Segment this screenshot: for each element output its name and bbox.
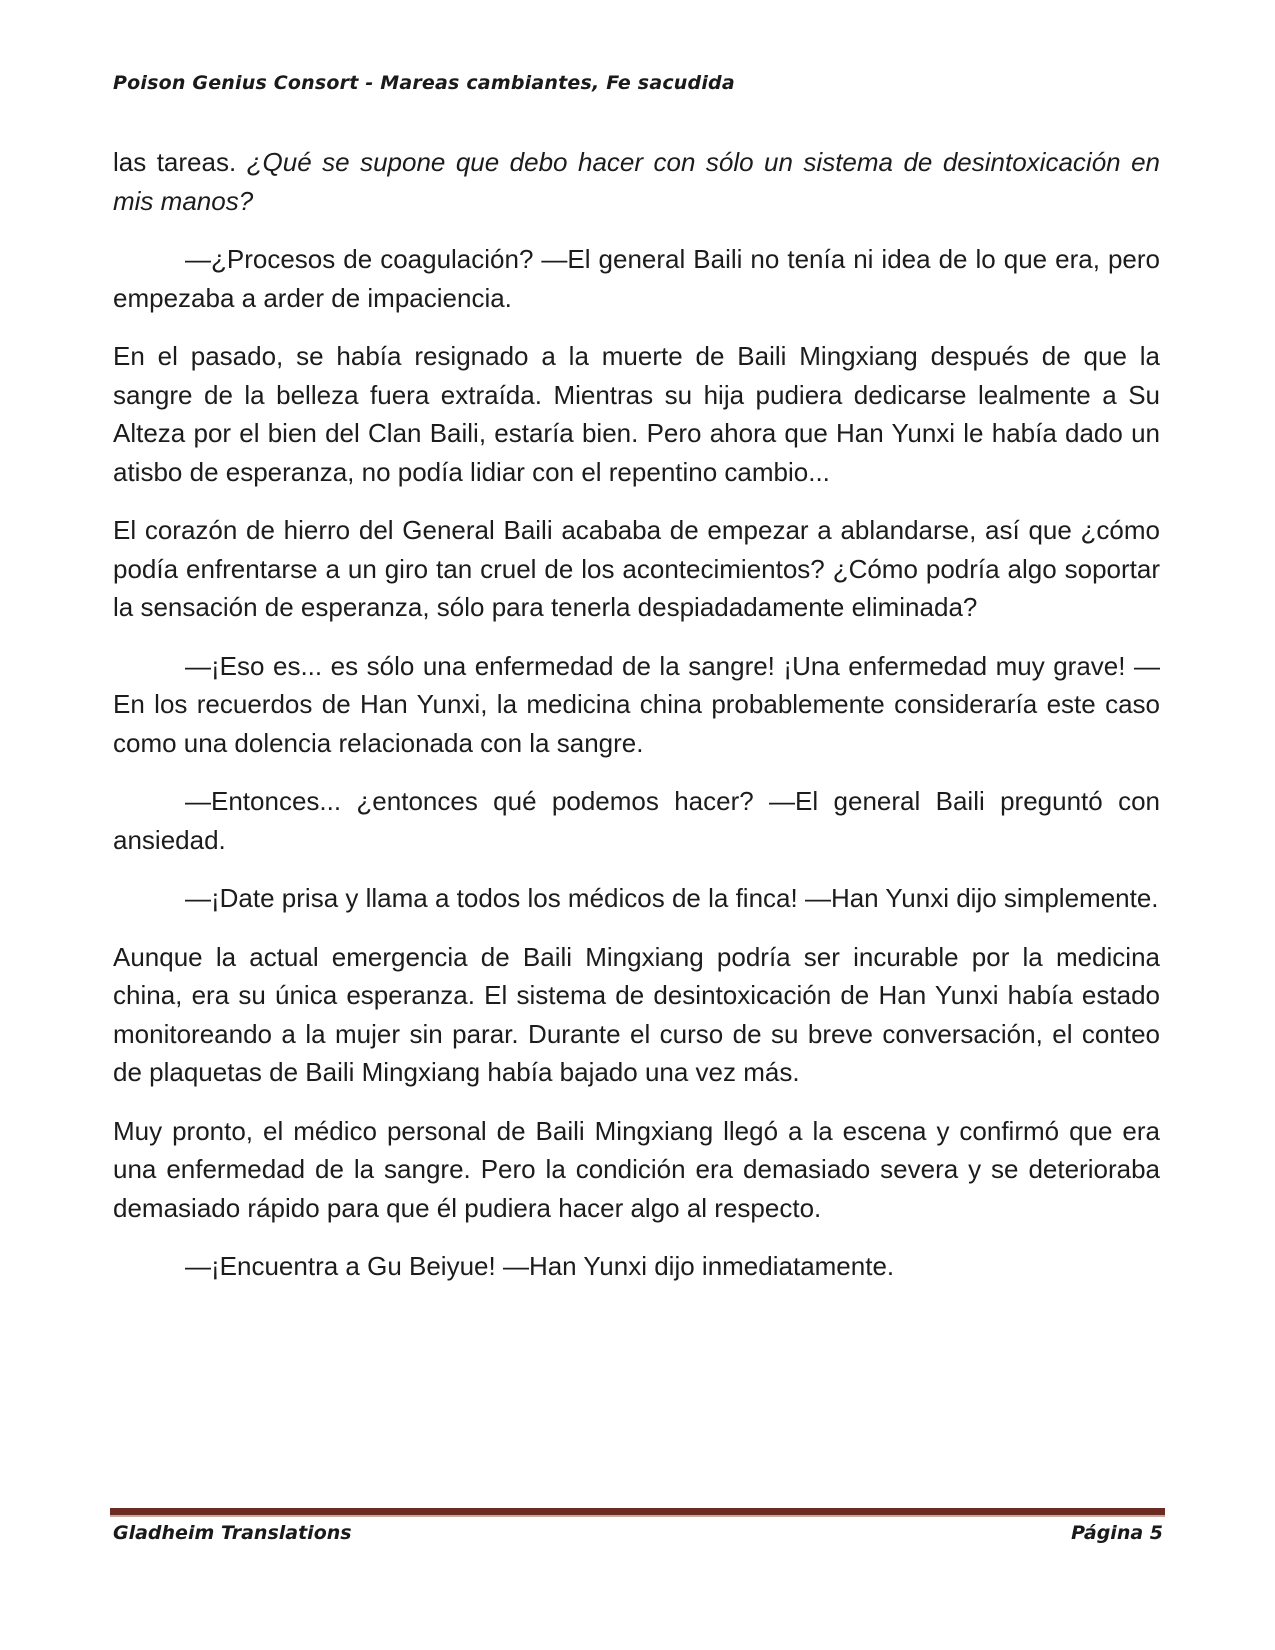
paragraph-5: —¡Eso es... es sólo una enfermedad de la sangre! ¡Una enfermedad muy grave! —En los recuerdos de Han Yunxi, la medicina china probablemente consideraría este caso como una dolencia relacionada con la sangre.	[113, 650, 1160, 758]
paragraph-lead: las tareas.	[113, 147, 247, 177]
page-number: Página 5	[1071, 1522, 1163, 1544]
paragraph-10: —¡Encuentra a Gu Beiyue! —Han Yunxi dijo inmediatamente.	[185, 1251, 895, 1281]
footer-publisher: Gladheim Translations	[113, 1522, 352, 1544]
paragraph-1	[113, 143, 1160, 220]
body-text	[113, 143, 1160, 1306]
paragraph-2: —¿Procesos de coagulación? —El general Baili no tenía ni idea de lo que era, pero empezaba a arder de impaciencia.	[113, 244, 1160, 313]
running-header: Poison Genius Consort - Mareas cambiantes, Fe sacudida	[113, 72, 735, 94]
paragraph-7: —¡Date prisa y llama a todos los médicos de la finca! —Han Yunxi dijo simplemente.	[185, 883, 1159, 913]
paragraph-8: Aunque la actual emergencia de Baili Mingxiang podría ser incurable por la medicina china, era su única esperanza. El sistema de desintoxicación de Han Yunxi había estado monitoreando a la mujer sin parar. Durante el curso de su breve conversación, el conteo de plaquetas de Baili Mingxiang había bajado una vez más.	[113, 941, 1160, 1087]
paragraph-9: Muy pronto, el médico personal de Baili Mingxiang llegó a la escena y confirmó que era una enfermedad de la sangre. Pero la condición era demasiado severa y se deterioraba demasiado rápido para que él pudiera hacer algo al respecto.	[113, 1115, 1160, 1223]
paragraph-3: En el pasado, se había resignado a la muerte de Baili Mingxiang después de que la sangre de la belleza fuera extraída. Mientras su hija pudiera dedicarse lealmente a Su Alteza por el bien del Clan Baili, estaría bien. Pero ahora que Han Yunxi le había dado un atisbo de esperanza, no podía lidiar con el repentino cambio...	[113, 341, 1160, 487]
paragraph-4: El corazón de hierro del General Baili acababa de empezar a ablandarse, así que ¿cómo podía enfrentarse a un giro tan cruel de los acontecimientos? ¿Cómo podría algo soportar la sensación de esperanza, sólo para tenerla despiadadamente eliminada?	[113, 515, 1160, 622]
paragraph-6: —Entonces... ¿entonces qué podemos hacer? —El general Baili preguntó con ansiedad.	[113, 786, 1160, 855]
italic-thought: ¿Qué se supone que debo hacer con sólo un sistema de desintoxicación en mis manos?	[113, 147, 1161, 216]
footer-rule	[110, 1508, 1165, 1517]
